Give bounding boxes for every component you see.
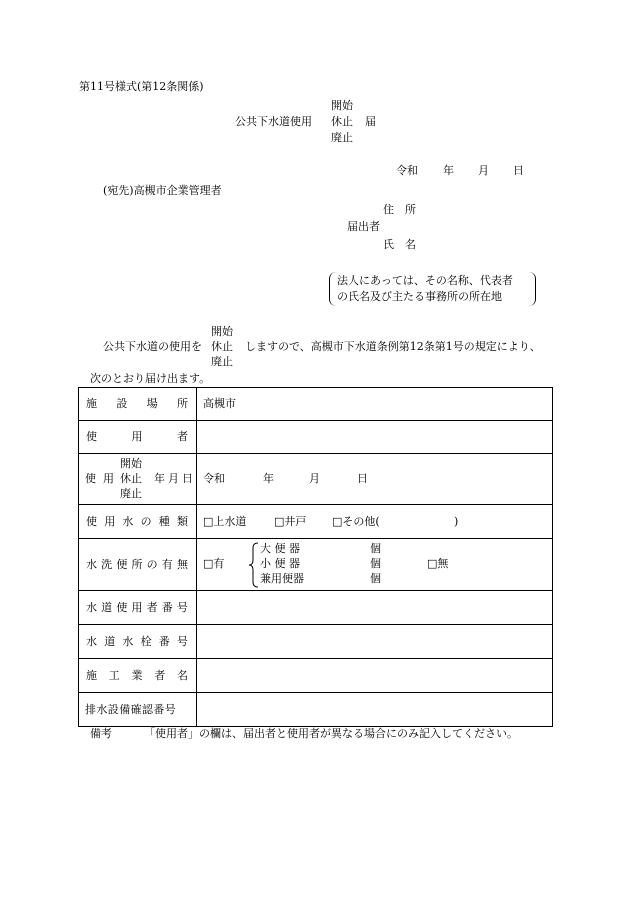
- row-water-type: [79, 505, 553, 539]
- body-line1-pre: 公共下水道の使用を: [103, 340, 202, 353]
- row-contractor: [79, 659, 553, 693]
- remark-title: 備考: [90, 727, 112, 740]
- toilet-item-large-unit: 個: [370, 542, 381, 555]
- row-user: [79, 421, 553, 454]
- water-type-tap-checkbox[interactable]: □上水道: [203, 515, 247, 528]
- flush-toilet-value: [197, 539, 553, 591]
- toilet-item-small-unit: 個: [370, 557, 381, 570]
- notifier-address-label: 住 所: [383, 203, 416, 216]
- body-option-start: 開始: [211, 325, 233, 338]
- remark-text: 「使用者」の欄は、届出者と使用者が異なる場合にのみ記入してください。: [144, 727, 518, 740]
- drainage-confirmation-number-value[interactable]: [197, 693, 553, 727]
- water-user-number-label: 水 道 使 用 者 番 号: [79, 591, 197, 625]
- toilet-brace-icon: [249, 542, 259, 588]
- body-line1-post: しますので、高槻市下水道条例第12条第1号の規定により、: [245, 340, 541, 353]
- toilet-item-small: 小 便 器: [260, 557, 300, 570]
- facility-location-label: 施 設 場 所: [79, 388, 197, 421]
- notifier-role: 届出者: [347, 220, 380, 233]
- corporation-note-line1: 法人にあっては、その名称、代表者: [337, 274, 513, 287]
- notifier-name-label: 氏 名: [383, 238, 416, 251]
- flush-toilet-label: 水 洗 便 所 の 有 無: [79, 539, 197, 591]
- water-user-number-value[interactable]: [197, 591, 553, 625]
- toilet-item-shared: 兼用便器: [260, 572, 304, 585]
- user-label: 使 用 者: [79, 421, 197, 454]
- form-number: 第11号様式(第12条関係): [79, 80, 204, 93]
- row-flush-toilet: [79, 539, 553, 591]
- date-day: 日: [513, 164, 524, 177]
- contractor-value[interactable]: [197, 659, 553, 693]
- row-water-user-number: [79, 591, 553, 625]
- header-option-pause: 休止: [331, 115, 353, 128]
- body-option-pause: 休止: [211, 340, 233, 353]
- facility-location-value[interactable]: 高槻市: [197, 388, 553, 421]
- header-option-start: 開始: [331, 99, 353, 112]
- notification-table: [78, 387, 553, 727]
- drainage-confirmation-number-label: 排水設備確認番号: [79, 693, 197, 727]
- toilet-no-checkbox[interactable]: □無: [427, 557, 449, 570]
- water-type-other-close: ): [454, 515, 459, 528]
- hydrant-number-label: 水 道 水 栓 番 号: [79, 625, 197, 659]
- toilet-yes-checkbox[interactable]: □有: [203, 557, 225, 570]
- contractor-label: 施 工 業 者 名: [79, 659, 197, 693]
- date-month: 月: [478, 164, 489, 177]
- water-type-value: [197, 505, 553, 539]
- body-line2: 次のとおり届け出ます。: [90, 372, 211, 385]
- toilet-item-shared-unit: 個: [370, 572, 381, 585]
- water-type-well-checkbox[interactable]: □井戸: [274, 515, 307, 528]
- header-notice: 届: [365, 115, 376, 128]
- header-subject: 公共下水道使用: [235, 115, 312, 128]
- user-value[interactable]: [197, 421, 553, 454]
- row-facility-location: [79, 388, 553, 421]
- header-option-abolish: 廃止: [331, 131, 353, 144]
- row-hydrant-number: [79, 625, 553, 659]
- hydrant-number-value[interactable]: [197, 625, 553, 659]
- water-type-other-checkbox[interactable]: □その他(: [332, 515, 380, 528]
- body-option-abolish: 廃止: [211, 355, 233, 368]
- water-type-label: 使 用 水 の 種 類: [79, 505, 197, 539]
- corporation-note-line2: の氏名及び主たる事務所の所在地: [337, 290, 502, 303]
- usage-date-value[interactable]: 令和 年 月 日: [197, 454, 553, 505]
- date-year: 年: [443, 164, 454, 177]
- corporation-note-bracket: [329, 272, 536, 306]
- addressee: (宛先)高槻市企業管理者: [103, 184, 222, 197]
- row-usage-date: [79, 454, 553, 505]
- date-era: 令和: [396, 164, 418, 177]
- row-drainage-confirmation-number: [79, 693, 553, 727]
- toilet-item-large: 大 便 器: [260, 542, 300, 555]
- usage-date-label: 使 用 開始 休止 廃止 年 月 日: [79, 454, 197, 505]
